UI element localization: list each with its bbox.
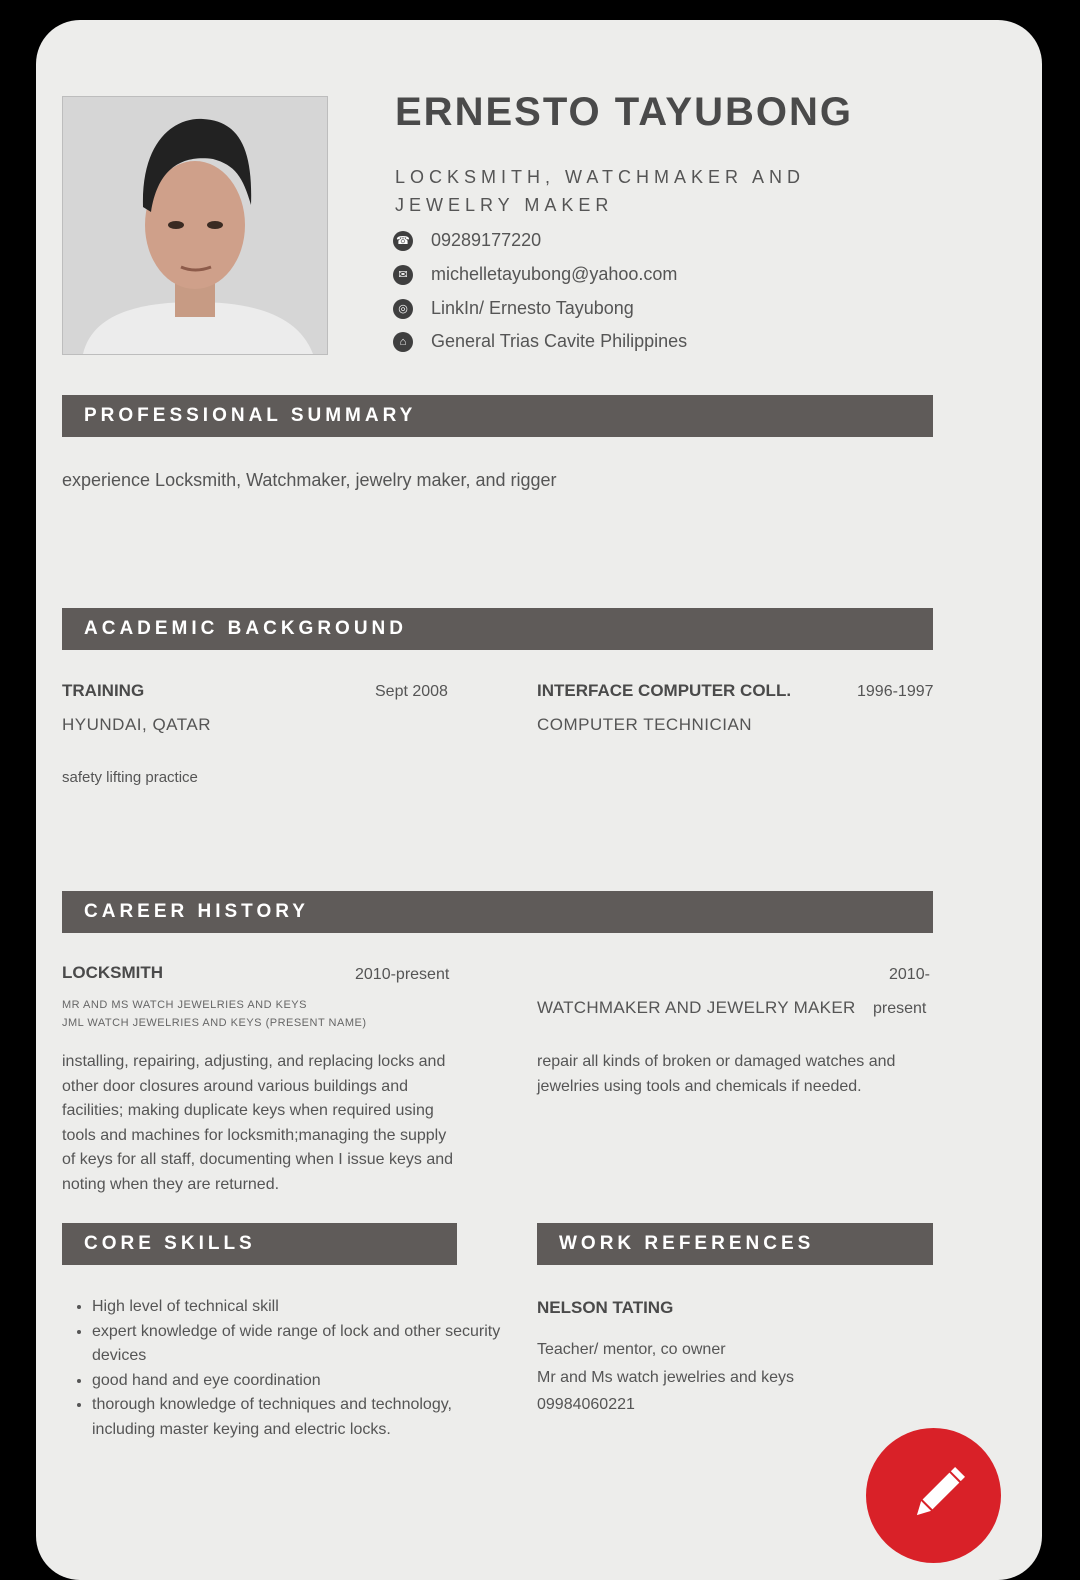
pencil-icon — [866, 1428, 1001, 1563]
mail-icon: ✉ — [393, 265, 413, 285]
job-title: WATCHMAKER AND JEWELRY MAKER — [537, 998, 856, 1017]
job-date-start: 2010- — [889, 966, 930, 983]
phone-icon: ☎ — [393, 231, 413, 251]
job-date: 2010-present — [355, 966, 450, 983]
email-text: michelletayubong@yahoo.com — [431, 264, 678, 284]
summary-text: experience Locksmith, Watchmaker, jewelry maker, and rigger — [62, 470, 557, 490]
skills-list — [62, 1295, 512, 1443]
skill-item: • expert knowledge of wide range of lock and other security devices — [92, 1320, 512, 1369]
phone-text: 09289177220 — [431, 230, 542, 250]
contact-email — [393, 264, 677, 285]
academic-note: safety lifting practice — [62, 769, 198, 786]
globe-icon: ◎ — [393, 299, 413, 319]
section-academic-background: ACADEMIC BACKGROUND — [62, 608, 933, 650]
academic-date: 1996-1997 — [857, 683, 934, 700]
candidate-name: ERNESTO TAYUBONG — [395, 90, 853, 134]
reference-name: NELSON TATING — [537, 1298, 674, 1317]
job-title: LOCKSMITH — [62, 963, 164, 982]
home-icon: ⌂ — [393, 332, 413, 352]
job-company: MR AND MS WATCH JEWELRIES AND KEYS — [62, 999, 307, 1011]
academic-date: Sept 2008 — [375, 683, 448, 700]
job-date-end: present — [873, 1000, 927, 1017]
profile-photo — [62, 96, 328, 355]
reference-company: Mr and Ms watch jewelries and keys — [537, 1369, 794, 1386]
section-career-history: CAREER HISTORY — [62, 891, 933, 933]
reference-phone: 09984060221 — [537, 1396, 635, 1413]
section-core-skills: CORE SKILLS — [62, 1223, 457, 1265]
job-company-present: JML WATCH JEWELRIES AND KEYS (PRESENT NAME) — [62, 1017, 367, 1029]
academic-title: INTERFACE COMPUTER COLL. — [537, 681, 792, 700]
reference-role: Teacher/ mentor, co owner — [537, 1341, 726, 1358]
contact-address — [393, 331, 687, 352]
edit-button[interactable] — [866, 1428, 1001, 1563]
academic-title: TRAINING — [62, 681, 145, 700]
address-text: General Trias Cavite Philippines — [431, 331, 688, 351]
skill-item: • High level of technical skill — [92, 1295, 512, 1320]
skill-item: • good hand and eye coordination — [92, 1369, 512, 1394]
section-professional-summary: PROFESSIONAL SUMMARY — [62, 395, 933, 437]
linkedin-text: LinkIn/ Ernesto Tayubong — [431, 298, 634, 318]
job-description: repair all kinds of broken or damaged watches and jewelries using tools and chemicals if needed. — [537, 1053, 896, 1095]
section-work-references: WORK REFERENCES — [537, 1223, 933, 1265]
job-description: installing, repairing, adjusting, and replacing locks and other door closures around various buildings and facilities; making duplicate keys when required using tools and machines for locksmith;managing the supply of keys for all staff, documenting when I issue keys and noting when they are returned. — [62, 1053, 454, 1193]
academic-place: COMPUTER TECHNICIAN — [537, 715, 753, 734]
academic-place: HYUNDAI, QATAR — [62, 715, 211, 734]
contact-phone — [393, 230, 541, 251]
skill-item: • thorough knowledge of techniques and technology, including master keying and electric locks. — [92, 1393, 512, 1442]
candidate-role: LOCKSMITH, WATCHMAKER AND JEWELRY MAKER — [395, 167, 806, 215]
contact-linkedin — [393, 298, 634, 319]
